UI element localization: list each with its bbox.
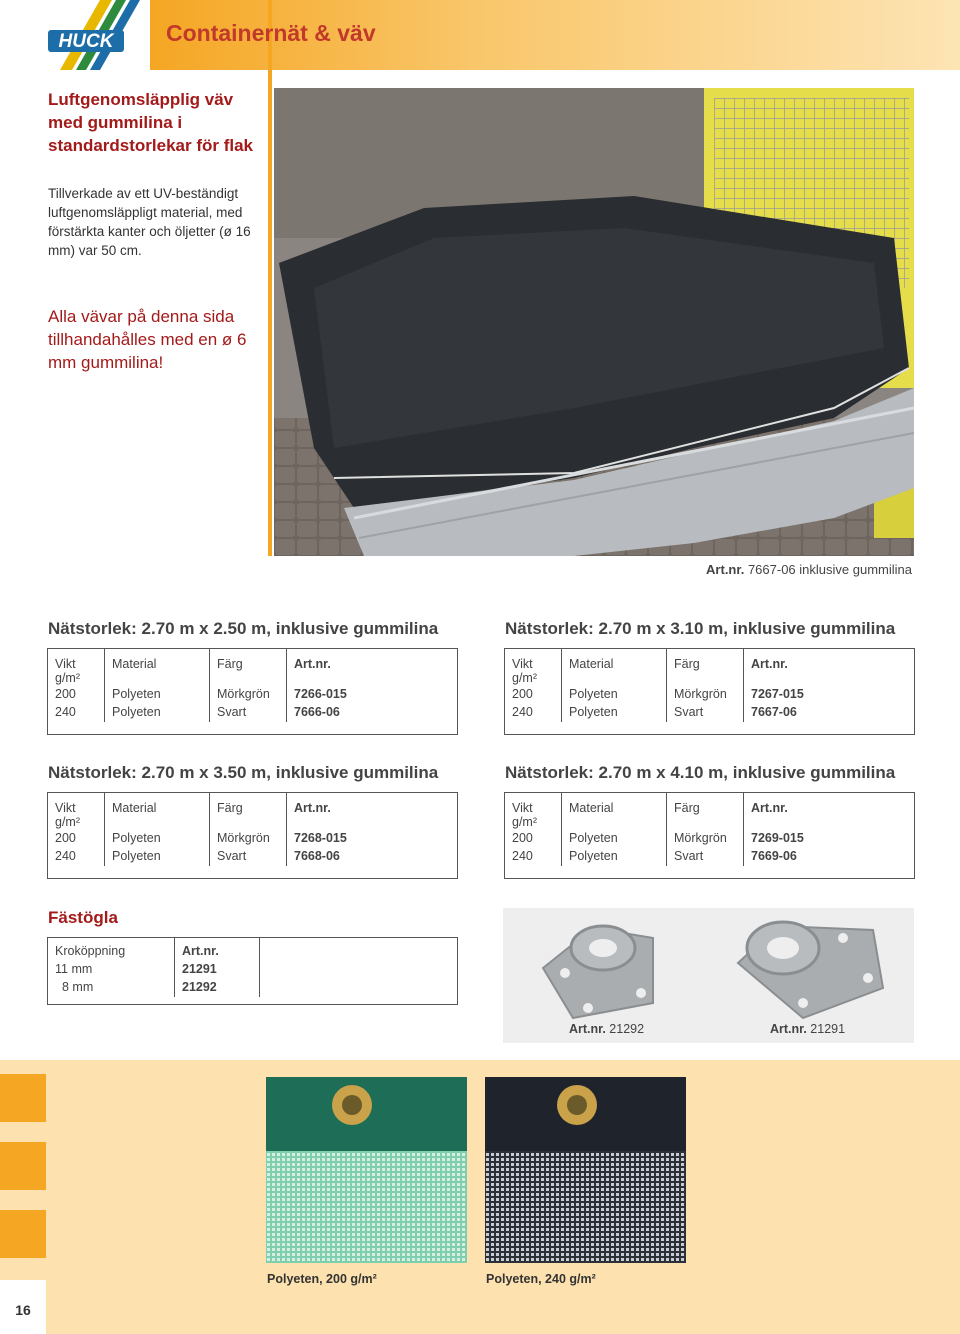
table-row [48, 979, 457, 997]
table-row [505, 686, 914, 704]
header-material: Material [562, 649, 667, 686]
cell-hook: 8 mm [62, 980, 94, 994]
table-row [48, 830, 457, 848]
fastogla-table [47, 937, 458, 1005]
net-table-3 [47, 792, 458, 879]
cell-art: 21292 [175, 979, 260, 997]
header-material: Material [105, 649, 210, 686]
empty-cell [260, 961, 458, 979]
header-weight: Vikt g/m² [55, 801, 80, 829]
cell-color: Mörkgrön [667, 686, 744, 704]
table-row [505, 704, 914, 722]
intro-body: Tillverkade av ett UV-beständigt luftgenomsläppligt material, med förstärkta kanter och öljetter (ø 16 mm) var 50 cm. [48, 186, 251, 258]
intro-heading: Luftgenomsläpplig väv med gummilina i standardstorlekar för flak [48, 90, 254, 155]
table-header-row [48, 649, 457, 686]
cell-color: Mörkgrön [667, 830, 744, 848]
net-table-1 [47, 648, 458, 735]
table-header-row [505, 649, 914, 686]
cell-color: Mörkgrön [210, 686, 287, 704]
cell-color: Mörkgrön [210, 830, 287, 848]
table-row [48, 686, 457, 704]
cell-art: 7667-06 [744, 704, 915, 722]
cell-art: 7669-06 [744, 848, 915, 866]
cell-weight: 240 [512, 705, 533, 719]
table-row [505, 830, 914, 848]
page-number: 16 [15, 1302, 31, 1318]
header-weight: Vikt g/m² [55, 657, 80, 685]
brand-logo [0, 0, 150, 70]
header-material: Material [105, 793, 210, 830]
header-material: Material [562, 793, 667, 830]
empty-cell [260, 938, 458, 961]
caption-art-text: 7667-06 inklusive gummilina [744, 562, 912, 577]
net-size-heading-3: Nätstorlek: 2.70 m x 3.50 m, inklusive gummilina [48, 763, 439, 782]
header-divider [268, 0, 272, 556]
cell-art: 21291 [175, 961, 260, 979]
eye-caption-left: Art.nr. 21292 [569, 1022, 645, 1036]
svg-text:HUCK: HUCK [58, 31, 114, 52]
cell-material: Polyeten [562, 848, 667, 866]
header-art: Art.nr. [175, 938, 260, 961]
black-swatch-caption: Polyeten, 240 g/m² [486, 1272, 596, 1286]
header-color: Färg [667, 793, 744, 830]
table-row [48, 961, 457, 979]
green-swatch-caption: Polyeten, 200 g/m² [267, 1272, 377, 1286]
page-title: Containernät & väv [166, 20, 376, 46]
cell-art: 7269-015 [744, 830, 915, 848]
cell-color: Svart [667, 848, 744, 866]
header-art: Art.nr. [744, 649, 915, 686]
net-size-heading-1: Nätstorlek: 2.70 m x 2.50 m, inklusive gummilina [48, 619, 439, 638]
header-art: Art.nr. [287, 649, 458, 686]
cell-color: Svart [667, 704, 744, 722]
cell-material: Polyeten [105, 848, 210, 866]
header-art: Art.nr. [287, 793, 458, 830]
cell-weight: 240 [55, 705, 76, 719]
cell-material: Polyeten [562, 686, 667, 704]
cell-weight: 200 [55, 831, 76, 845]
table-header-row [48, 793, 457, 830]
bottom-band [0, 1060, 960, 1334]
cell-weight: 240 [512, 849, 533, 863]
eye-bolt-photo [503, 908, 914, 1043]
table-row [48, 704, 457, 722]
table-row [505, 848, 914, 866]
header-weight: Vikt g/m² [512, 657, 537, 685]
cell-weight: 200 [512, 687, 533, 701]
cell-hook: 11 mm [55, 962, 93, 976]
header-art: Art.nr. [744, 793, 915, 830]
cell-weight: 240 [55, 849, 76, 863]
cell-art: 7668-06 [287, 848, 458, 866]
net-table-2 [504, 648, 915, 735]
cell-material: Polyeten [105, 830, 210, 848]
caption-art-label: Art.nr. [706, 562, 745, 577]
header-color: Färg [210, 649, 287, 686]
cell-color: Svart [210, 704, 287, 722]
intro-note: Alla vävar på denna sida tillhandahålles med en ø 6 mm gummilina! [48, 307, 247, 372]
green-fabric-swatch [266, 1077, 467, 1263]
cell-art: 7268-015 [287, 830, 458, 848]
header-weight: Vikt g/m² [512, 801, 537, 829]
cell-weight: 200 [55, 687, 76, 701]
black-fabric-swatch [485, 1077, 686, 1263]
band-block [0, 1074, 46, 1122]
cell-weight: 200 [512, 831, 533, 845]
net-size-heading-4: Nätstorlek: 2.70 m x 4.10 m, inklusive gummilina [505, 763, 896, 782]
table-header-row [505, 793, 914, 830]
header-color: Färg [210, 793, 287, 830]
cell-art: 7266-015 [287, 686, 458, 704]
eye-caption-right: Art.nr. 21291 [770, 1022, 846, 1036]
header-hook: Kroköppning [55, 944, 126, 958]
band-block [0, 1142, 46, 1190]
cell-art: 7666-06 [287, 704, 458, 722]
header-color: Färg [667, 649, 744, 686]
cell-art: 7267-015 [744, 686, 915, 704]
cell-material: Polyeten [562, 704, 667, 722]
band-block [0, 1210, 46, 1258]
net-size-heading-2: Nätstorlek: 2.70 m x 3.10 m, inklusive gummilina [505, 619, 896, 638]
main-photo-caption [706, 562, 912, 577]
cell-color: Svart [210, 848, 287, 866]
table-header-row [48, 938, 457, 961]
empty-cell [260, 979, 458, 997]
cell-material: Polyeten [105, 686, 210, 704]
cell-material: Polyeten [105, 704, 210, 722]
fastogla-heading: Fästögla [48, 908, 118, 927]
cell-material: Polyeten [562, 830, 667, 848]
net-table-4 [504, 792, 915, 879]
table-row [48, 848, 457, 866]
product-photo-truck [274, 88, 914, 556]
